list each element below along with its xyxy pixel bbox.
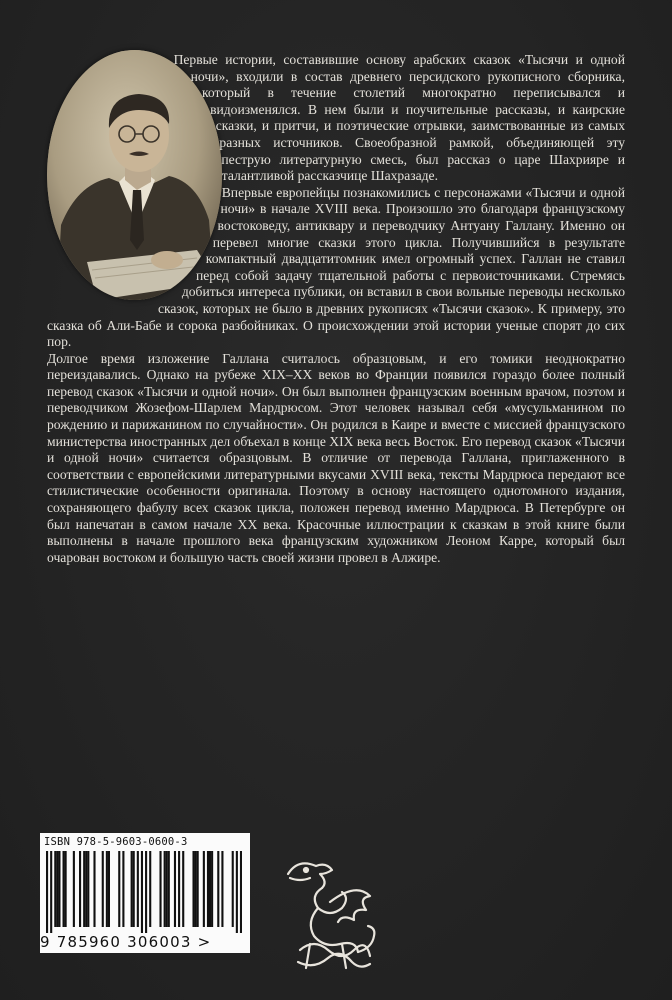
barcode-bar	[207, 851, 209, 927]
barcode-bar	[221, 851, 223, 927]
barcode-bars-icon	[46, 851, 242, 933]
dragon-logo-icon	[270, 852, 380, 972]
barcode-bar	[159, 851, 161, 927]
barcode-bar	[197, 851, 199, 927]
barcode-bar	[87, 851, 89, 927]
barcode-bar	[102, 851, 104, 927]
barcode-bar	[106, 851, 108, 927]
paragraph-3: Долгое время изложение Галлана считалось образцовым, и его томики неоднократно переиздавались. Однако на рубеже XIX–XX веков во Франции появился гораздо более полный перевод сказок «Тысячи и одной ночи». Он был выполнен французским военным врачом, поэтом и переводчиком Жозефом-Шарлем Мардрюсом. Этот человек называл себя «мусульманином по рождению и парижанином по случайности». Он родился в Каире и вместе с миссией французского министерства иностранных дел объехал в конце XIX века весь Восток. Его перевод сказок «Тысячи и одной ночи» считается образцовым. В отличие от перевода Галлана, приглаженного в соответствии с европейскими литературными вкусами XVIII века, тексты Мардрюса передают все стилистические особенности оригинала. Поэтому в основу настоящего однотомного издания, сохраняющего фабулу всех сказок цикла, положен перевод именно Мардрюса. В Петербурге он был напечатан в самом начале XX века. Красочные иллюстрации к сказкам в этой книге были выполнены в начале прошлого века французским художником Леоном Карре, который был очарован востоком и большую часть своей жизни провел в Алжире.	[47, 350, 625, 565]
barcode-bar	[85, 851, 87, 927]
barcode-bar	[209, 851, 211, 927]
barcode-bar	[137, 851, 139, 927]
barcode-bar	[232, 851, 234, 927]
barcode-bar	[122, 851, 124, 927]
paragraph-1: Первые истории, составившие основу арабских сказок «Тысячи и одной ночи», входили в состав древнего персидского рукописного сборника, который в течение столетий многократно переписывался и видоизменялся. В нем были и поучительные рассказы, и каирские сказки, и притчи, и поэтические отрывки, заимствованные из самых разных источников. Своеобразной рамкой, объединяющей эту пеструю литературную смесь, был рассказ о царе Шахрияре и талантливой рассказчице Шахразаде.	[173, 52, 625, 184]
barcode-bar	[240, 851, 242, 933]
barcode-bar	[65, 851, 67, 927]
barcode-bar	[131, 851, 133, 927]
barcode-bar	[182, 851, 184, 927]
barcode-bar	[50, 851, 52, 933]
barcode-bar	[149, 851, 151, 927]
barcode-bar	[164, 851, 166, 927]
barcode-bar	[54, 851, 56, 927]
barcode-bar	[133, 851, 135, 927]
barcode-bar	[108, 851, 110, 927]
barcode-bar	[46, 851, 48, 933]
annotation-text	[47, 52, 625, 566]
barcode-bar	[93, 851, 95, 927]
barcode-bar	[73, 851, 75, 927]
paragraph-2: Впервые европейцы познакомились с персонажами «Тысячи и одной ночи» в начале XVIII века. Произошло это благодаря французскому востоковеду, антиквару и переводчику Антуану Галлану. Именно он перевел многие сказки этого цикла. Получившийся в результате компактный двадцатитомник имел огромный успех. Галлан не ставил перед собой задачу тщательной работы с первоисточниками. Стремясь добиться интереса публики, он вставил в свои вольные переводы несколько сказок, которых не было в древних рукописях «Тысячи сказок». К примеру, это сказка об Али-Бабе и сорока разбойниках. О происхождении этой истории ученые спорят до сих пор.	[47, 184, 625, 350]
barcode-bar	[178, 851, 180, 927]
barcode-bar	[166, 851, 168, 927]
barcode-bar	[195, 851, 197, 927]
barcode-bar	[83, 851, 85, 927]
barcode-bar	[174, 851, 176, 927]
barcode-bar	[192, 851, 194, 927]
barcode-bar	[58, 851, 60, 927]
barcode-bar	[141, 851, 143, 933]
isbn-label: ISBN 978-5-9603-0600-3	[44, 836, 188, 848]
barcode-bar	[203, 851, 205, 927]
barcode-bar	[236, 851, 238, 933]
barcode-bar	[217, 851, 219, 927]
barcode-bar	[56, 851, 58, 927]
barcode-bar	[79, 851, 81, 927]
isbn-barcode	[40, 833, 250, 953]
barcode-bar	[118, 851, 120, 927]
barcode-bar	[168, 851, 170, 927]
barcode-digits: 9 785960 306003 >	[40, 933, 212, 951]
barcode-bar	[63, 851, 65, 927]
barcode-bar	[145, 851, 147, 933]
barcode-bar	[211, 851, 213, 927]
